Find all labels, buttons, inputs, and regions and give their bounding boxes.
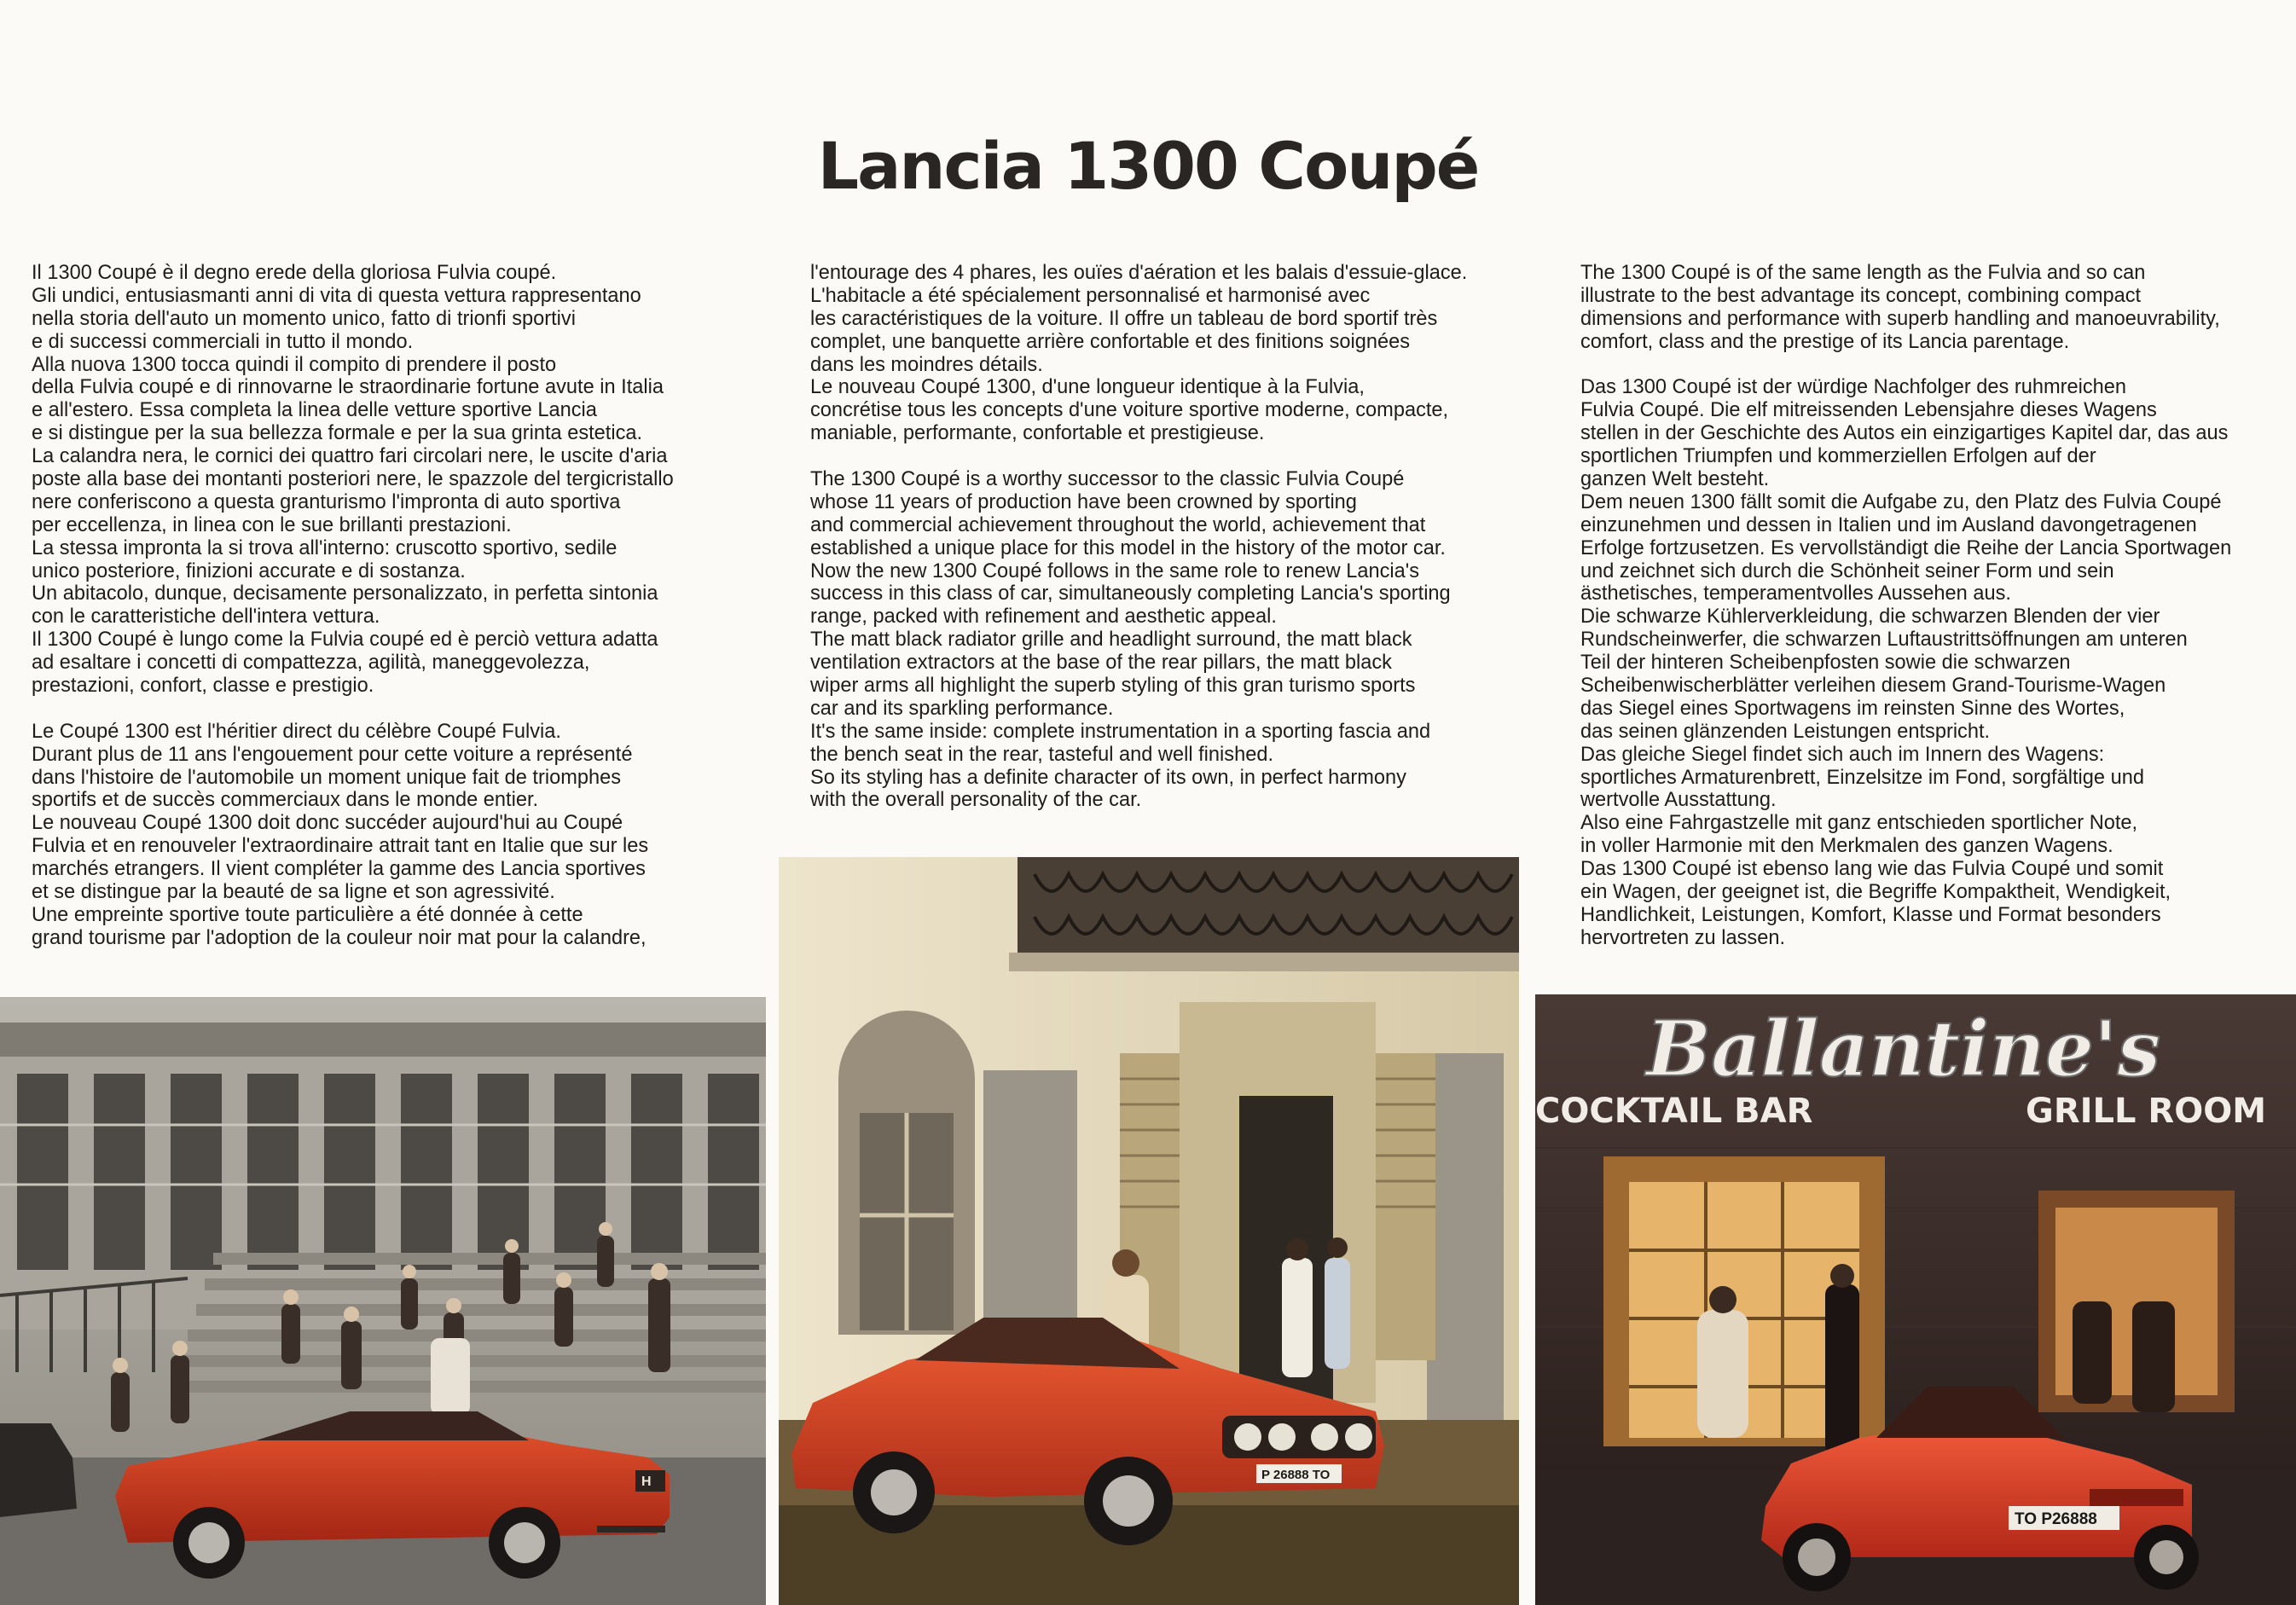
text-line: nella storia dell'auto un momento unico, fatto di trionfi sportivi (32, 307, 576, 330)
photo-car-villa-doorway (779, 857, 1519, 1605)
text-line: per eccellenza, in linea con le sue brillanti prestazioni. (32, 513, 512, 536)
text-line: Il 1300 Coupé è lungo come la Fulvia coupé ed è perciò vettura adatta (32, 629, 658, 652)
text-line: The 1300 Coupé is a worthy successor to the classic Fulvia Coupé (810, 468, 1405, 491)
text-line: L'habitacle a été spécialement personnalisé et harmonisé avec (810, 284, 1371, 307)
text-line: Handlichkeit, Leistungen, Komfort, Klasse und Format besonders (1580, 903, 2161, 926)
text-line: e all'estero. Essa completa la linea delle vetture sportive Lancia (32, 399, 597, 422)
text-line: the bench seat in the rear, tasteful and well finished. (810, 743, 1274, 766)
text-line: Il 1300 Coupé è il degno erede della gloriosa Fulvia coupé. (32, 262, 557, 284)
text-line: Teil der hinteren Scheibenpfosten sowie die schwarzen (1580, 652, 2071, 675)
text-line: comfort, class and the prestige of its Lancia parentage. (1580, 330, 2070, 353)
text-line: ästhetisches, temperamentvolles Aussehen aus. (1580, 582, 2011, 605)
text-line: La calandra nera, le cornici dei quattro fari circolari nere, le uscite d'aria (32, 445, 668, 468)
text-line: ad esaltare i concetti di compattezza, agilità, maneggevolezza, (32, 652, 590, 675)
text-line: Rundscheinwerfer, die schwarzen Luftaustrittsöffnungen am unteren (1580, 629, 2188, 652)
text-line: and commercial achievement throughout the world, achievement that (810, 513, 1426, 536)
text-line: success in this class of car, simultaneously completing Lancia's sporting (810, 582, 1451, 605)
text-line: Scheibenwischerblätter verleihen diesem Grand-Tourisme-Wagen (1580, 675, 2166, 698)
photo-car-night-bar (1535, 994, 2296, 1605)
text-line: with the overall personality of the car. (810, 789, 1142, 812)
text-line: dimensions and performance with superb handling and manoeuvrability, (1580, 307, 2220, 330)
text-line: et se distingue par la beauté de sa ligne et son agressivité. (32, 881, 555, 904)
car-plate: TO P26888 (2015, 1510, 2097, 1528)
text-line: whose 11 years of production have been crowned by sporting (810, 490, 1357, 513)
text-line: sportifs et de succès commerciaux dans le monde entier. (32, 789, 539, 812)
text-line: ventilation extractors at the base of the rear pillars, the matt black (810, 652, 1392, 675)
text-line: Le nouveau Coupé 1300 doit donc succéder aujourd'hui au Coupé (32, 812, 623, 835)
paragraph-gap (810, 445, 1467, 468)
text-line: dans l'histoire de l'automobile un moment unique fait de triomphes (32, 766, 622, 789)
text-line: marchés etrangers. Il vient compléter la gamme des Lancia sportives (32, 858, 646, 881)
text-line: maniable, performante, confortable et prestigieuse. (810, 422, 1265, 445)
bar-sign-right: GRILL ROOM (2026, 1092, 2267, 1131)
text-line: das seinen glänzenden Leistungen entspricht. (1580, 720, 1991, 743)
text-line: les caractéristiques de la voiture. Il offre un tableau de bord sportif très (810, 307, 1438, 330)
text-line: Le nouveau Coupé 1300, d'une longueur identique à la Fulvia, (810, 376, 1365, 399)
text-line: das Siegel eines Sportwagens im reinsten Sinne des Wortes, (1580, 697, 2125, 720)
text-line: unico posteriore, finizioni accurate e di sostanza. (32, 559, 466, 582)
text-line: grand tourisme par l'adoption de la couleur noir mat pour la calandre, (32, 926, 646, 949)
text-line: La stessa impronta la si trova all'interno: cruscotto sportivo, sedile (32, 536, 617, 559)
text-line: Dem neuen 1300 fällt somit die Aufgabe zu, den Platz des Fulvia Coupé (1580, 490, 2222, 513)
text-line: della Fulvia coupé e di rinnovarne le straordinarie fortune avute in Italia (32, 376, 664, 399)
bar-sign-left: COCKTAIL BAR (1535, 1092, 1813, 1131)
text-line: stellen in der Geschichte des Autos ein einzigartiges Kapitel dar, das aus (1580, 422, 2229, 445)
text-line: ganzen Welt besteht. (1580, 468, 1770, 491)
text-line: hervortreten zu lassen. (1580, 926, 1785, 949)
text-line: concrétise tous les concepts d'une voiture sportive moderne, compacte, (810, 399, 1449, 422)
page-title: Lancia 1300 Coupé (817, 128, 1479, 204)
text-line: wiper arms all highlight the superb styling of this gran turismo sports (810, 675, 1416, 698)
text-line: dans les moindres détails. (810, 353, 1043, 376)
text-line: Das 1300 Coupé ist ebenso lang wie das Fulvia Coupé und somit (1580, 858, 2164, 881)
text-line: Die schwarze Kühlerverkleidung, die schwarzen Blenden der vier (1580, 605, 2160, 629)
text-line: Erfolge fortzusetzen. Es vervollständigt die Reihe der Lancia Sportwagen (1580, 536, 2232, 559)
text-line: Un abitacolo, dunque, decisamente personalizzato, in perfetta sintonia (32, 582, 658, 605)
text-line: und zeichnet sich durch die Schönheit seiner Form und sein (1580, 559, 2114, 582)
text-line: sportlichen Triumpfen und kommerziellen Erfolgen auf der (1580, 445, 2096, 468)
text-line: It's the same inside: complete instrumentation in a sporting fascia and (810, 720, 1431, 743)
text-line: prestazioni, confort, classe e prestigio. (32, 675, 374, 698)
paragraph-gap (1580, 354, 2231, 377)
text-line: established a unique place for this model in the history of the motor car. (810, 536, 1446, 559)
text-line: illustrate to the best advantage its concept, combining compact (1580, 284, 2142, 307)
text-line: Das gleiche Siegel findet sich auch im Innern des Wagens: (1580, 743, 2105, 766)
text-line: Fulvia et en renouveler l'extraordinaire attrait tant en Italie que sur les (32, 835, 649, 858)
text-line: car and its sparkling performance. (810, 697, 1114, 720)
text-line: Alla nuova 1300 tocca quindi il compito di prendere il posto (32, 353, 557, 376)
text-line: Une empreinte sportive toute particulière a été donnée à cette (32, 903, 583, 926)
text-line: Le Coupé 1300 est l'héritier direct du célèbre Coupé Fulvia. (32, 720, 561, 743)
text-line: range, packed with refinement and aesthetic appeal. (810, 605, 1277, 629)
text-line: Also eine Fahrgastzelle mit ganz entschieden sportlicher Note, (1580, 812, 2138, 835)
bar-sign-script: Ballantine's (1646, 1004, 2161, 1094)
text-column-english-german (1580, 262, 2231, 950)
text-line: l'entourage des 4 phares, les ouïes d'aération et les balais d'essuie-glace. (810, 262, 1468, 284)
text-line: Durant plus de 11 ans l'engouement pour cette voiture a représenté (32, 743, 633, 766)
text-line: con le caratteristiche dell'intera vettura. (32, 605, 380, 629)
text-line: Fulvia Coupé. Die elf mitreissenden Lebensjahre dieses Wagens (1580, 399, 2157, 422)
text-line: nere conferiscono a questa granturismo l'impronta di auto sportiva (32, 490, 621, 513)
car-plate: H (641, 1475, 652, 1489)
text-line: e di successi commerciali in tutto il mondo. (32, 330, 414, 353)
car-plate: P 26888 TO (1261, 1468, 1331, 1482)
text-column-italian-french (32, 262, 674, 950)
text-line: ein Wagen, der geeignet ist, die Begriffe Kompaktheit, Wendigkeit, (1580, 881, 2171, 904)
text-line: einzunehmen und dessen in Italien und im Ausland davongetragenen (1580, 513, 2197, 536)
paragraph-gap (32, 698, 674, 721)
text-line: So its styling has a definite character of its own, in perfect harmony (810, 766, 1406, 789)
text-line: The matt black radiator grille and headlight surround, the matt black (810, 629, 1412, 652)
text-line: Now the new 1300 Coupé follows in the same role to renew Lancia's (810, 559, 1420, 582)
text-line: The 1300 Coupé is of the same length as the Fulvia and so can (1580, 262, 2146, 284)
text-line: poste alla base dei montanti posteriori nere, le spazzole del tergicristallo (32, 468, 674, 491)
text-line: complet, une banquette arrière confortable et des finitions soignées (810, 330, 1411, 353)
text-line: wertvolle Ausstattung. (1580, 789, 1777, 812)
text-line: Gli undici, entusiasmanti anni di vita di questa vettura rappresentano (32, 284, 641, 307)
text-line: Das 1300 Coupé ist der würdige Nachfolger des ruhmreichen (1580, 376, 2127, 399)
text-column-french-english (810, 262, 1467, 812)
text-line: e si distingue per la sua bellezza formale e per la sua grinta estetica. (32, 422, 643, 445)
text-line: in voller Harmonie mit den Merkmalen des ganzen Wagens. (1580, 835, 2113, 858)
text-line: sportliches Armaturenbrett, Einzelsitze im Fond, sorgfältige und (1580, 766, 2144, 789)
photo-car-building-steps (0, 997, 766, 1605)
